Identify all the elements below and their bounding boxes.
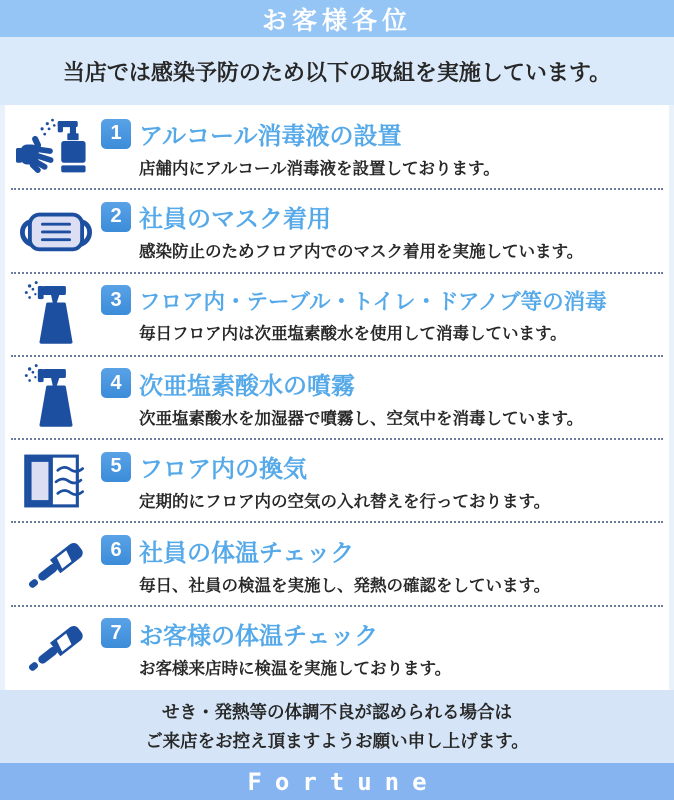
footer-notice (0, 690, 674, 763)
item-title: 社員のマスク着用 (139, 206, 331, 234)
statement-text: 当店では感染予防のため以下の取組を実施しています。 (62, 59, 612, 85)
item-description: 定期的にフロア内の空気の入れ替えを行っております。 (139, 493, 551, 512)
item-description: お客様来店時に検温を実施しております。 (139, 659, 452, 678)
item-title: 次亜塩素酸水の噴霧 (139, 372, 355, 400)
item-description: 感染防止のためフロア内でのマスク着用を実施しています。 (139, 243, 584, 262)
item-number-badge: 3 (101, 285, 131, 315)
notice-line-1: せき・発熱等の体調不良が認められる場合は (162, 701, 512, 722)
measure-item (11, 107, 663, 188)
item-title: お客様の体温チェック (139, 622, 379, 650)
item-title: 社員の体温チェック (139, 539, 355, 567)
item-description: 店舗内にアルコール消毒液を設置しております。 (139, 160, 500, 179)
measure-item-body (101, 366, 663, 429)
item-number-badge: 1 (101, 119, 131, 149)
measure-item (11, 355, 663, 438)
thermometer-icon (11, 614, 101, 680)
header-band (0, 0, 674, 37)
measure-item-body (101, 533, 663, 596)
statement-band (0, 37, 674, 105)
page-title: お客様各位 (261, 6, 412, 35)
notice-line-2: ご来店をお控え頂ますようお願い申し上げます。 (145, 730, 529, 751)
hand-sanitizer-icon (11, 115, 101, 181)
item-description: 毎日フロア内は次亜塩素酸水を使用して消毒しています。 (139, 324, 567, 343)
measure-item-body (101, 285, 663, 344)
item-description: 次亜塩素酸水を加湿器で噴霧し、空気中を消毒しています。 (139, 409, 584, 428)
item-number-badge: 5 (101, 452, 131, 482)
measure-item (11, 438, 663, 521)
spray-bottle-icon (11, 279, 101, 349)
measure-item-body (101, 449, 663, 512)
item-title: アルコール消毒液の設置 (139, 123, 402, 151)
brand-logo: Fortune (247, 767, 440, 796)
item-title: フロア内の換気 (139, 456, 307, 484)
brand-band (0, 763, 674, 800)
measure-item (11, 188, 663, 271)
measures-card (5, 105, 669, 690)
measure-item (11, 272, 663, 355)
measure-item (11, 605, 663, 688)
item-number-badge: 6 (101, 535, 131, 565)
thermometer-icon (11, 531, 101, 597)
measure-item (11, 521, 663, 604)
item-number-badge: 2 (101, 202, 131, 232)
face-mask-icon (11, 202, 101, 260)
measure-item-body (101, 116, 663, 179)
spray-bottle-icon (11, 362, 101, 432)
item-description: 毎日、社員の検温を実施し、発熱の確認をしています。 (139, 576, 551, 595)
measure-item-body (101, 616, 663, 679)
item-number-badge: 4 (101, 368, 131, 398)
item-title: フロア内・テーブル・トイレ・ドアノブ等の消毒 (139, 289, 607, 314)
window-ventilation-icon (11, 449, 101, 513)
measure-item-body (101, 199, 663, 262)
item-number-badge: 7 (101, 618, 131, 648)
